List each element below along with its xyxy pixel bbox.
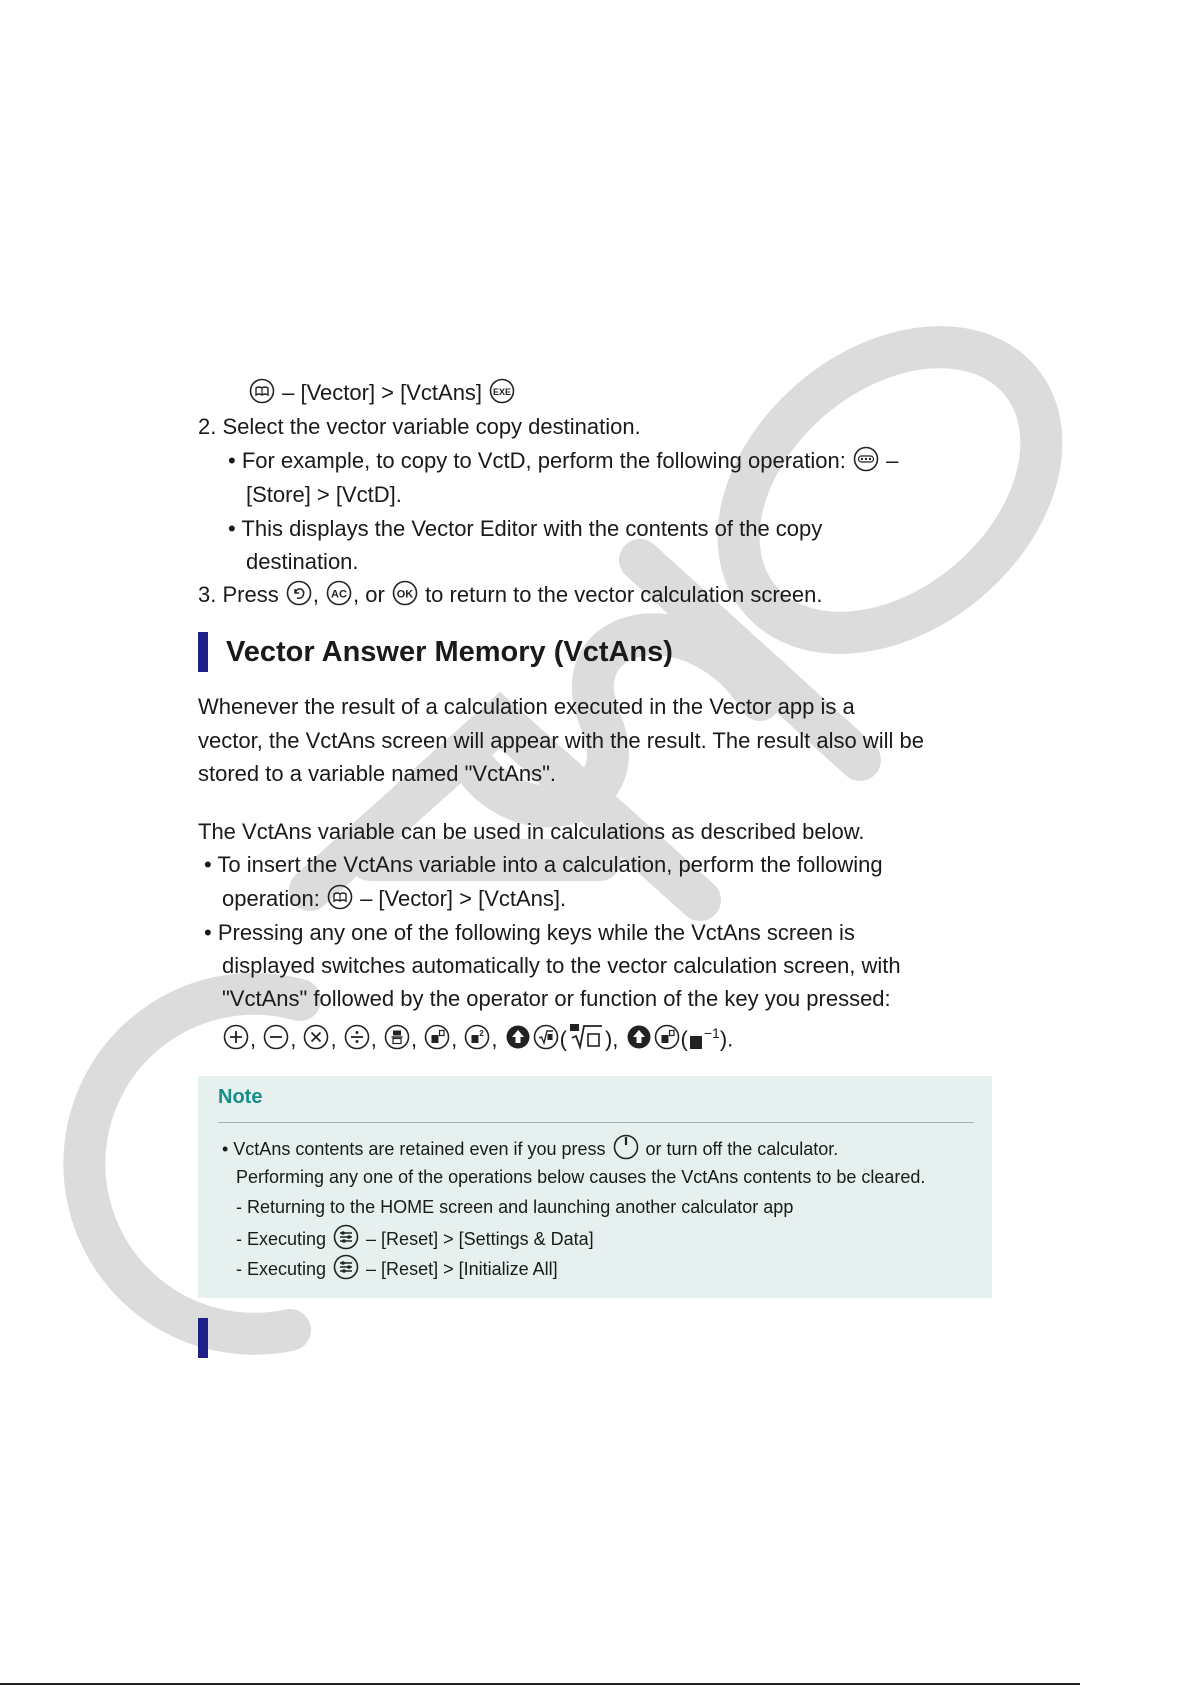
step3-text-2: ,	[312, 582, 326, 607]
note-line1-b: or turn off the calculator.	[640, 1139, 839, 1159]
ac-key-icon	[326, 580, 352, 614]
inverse-exponent: −1	[703, 1025, 720, 1041]
note-line5-a: - Executing	[236, 1259, 332, 1279]
svg-text:OK: OK	[396, 588, 414, 601]
sqrt-key-icon	[533, 1024, 559, 1058]
note-line1-a: • VctAns contents are retained even if you press	[222, 1139, 611, 1159]
note-line4	[236, 1224, 594, 1257]
ok-key-icon	[392, 580, 418, 614]
key-list	[222, 1018, 733, 1058]
bullet1-text-b: – [Vector] > [VctAns].	[353, 886, 567, 911]
separator: ,	[491, 1026, 504, 1052]
separator: ,	[451, 1026, 464, 1052]
bullet2-line1: • Pressing any one of the following keys while the VctAns screen is	[204, 920, 855, 945]
para1-line3: stored to a variable named "VctAns".	[198, 761, 557, 786]
para1-line1: Whenever the result of a calculation executed in the Vector app is a	[198, 694, 855, 719]
key-list-end: ).	[719, 1026, 734, 1052]
catalog-key-icon	[249, 378, 275, 412]
para1-line2: vector, the VctAns screen will appear with the result. The result also will be	[198, 728, 924, 753]
section-heading: Vector Answer Memory (VctAns)	[198, 632, 673, 672]
shift-key-icon	[505, 1024, 531, 1058]
exe-key-icon	[489, 378, 515, 412]
separator: ,	[410, 1026, 424, 1052]
separator: ,	[370, 1026, 383, 1052]
bullet1-text-a: operation:	[222, 886, 326, 911]
bullet1-line2	[222, 884, 566, 918]
fraction-key-icon	[384, 1024, 410, 1058]
bullet2-line3: "VctAns" followed by the operator or function of the key you pressed:	[222, 986, 891, 1011]
para2: The VctAns variable can be used in calculations as described below.	[198, 819, 865, 844]
square-key-icon	[464, 1024, 490, 1058]
power-key-icon	[654, 1024, 680, 1058]
step1-continuation	[248, 378, 516, 412]
svg-text:2: 2	[479, 1029, 485, 1039]
step2-bullet2-line2: destination.	[246, 549, 359, 574]
step1-text: – [Vector] > [VctAns]	[276, 380, 489, 405]
times-key-icon	[303, 1024, 329, 1058]
svg-text:EXE: EXE	[493, 387, 512, 397]
step3	[198, 580, 823, 614]
note-line1	[222, 1134, 838, 1167]
note-line5	[236, 1254, 558, 1287]
bullet1-line1: • To insert the VctAns variable into a calculation, perform the following	[204, 852, 883, 877]
step3-text-1: 3. Press	[198, 582, 285, 607]
settings-key-icon	[333, 1224, 359, 1257]
root-open-paren: (	[559, 1026, 567, 1052]
plus-key-icon	[223, 1024, 249, 1058]
shift-key-icon	[626, 1024, 652, 1058]
note-line2: Performing any one of the operations below causes the VctAns contents to be cleared.	[236, 1167, 926, 1187]
catalog-key-icon	[327, 884, 353, 918]
bullet2-line2: displayed switches automatically to the vector calculation screen, with	[222, 953, 901, 978]
minus-key-icon	[263, 1024, 289, 1058]
inverse-open-paren: (	[680, 1026, 688, 1052]
filled-square-icon	[689, 1028, 703, 1058]
note-line4-b: – [Reset] > [Settings & Data]	[361, 1229, 594, 1249]
power-off-key-icon	[613, 1134, 639, 1167]
settings-key-icon	[333, 1254, 359, 1287]
divide-key-icon	[344, 1024, 370, 1058]
power-key-icon	[424, 1024, 450, 1058]
step3-text-4: to return to the vector calculation screen.	[418, 582, 823, 607]
back-key-icon	[286, 580, 312, 614]
svg-text:AC: AC	[331, 588, 347, 601]
note-line4-a: - Executing	[236, 1229, 332, 1249]
root-close-paren: ),	[604, 1026, 619, 1052]
note-divider	[218, 1122, 974, 1123]
step2-bullet2: • This displays the Vector Editor with the contents of the copy	[228, 516, 823, 541]
nth-root-symbol-icon	[568, 1022, 604, 1058]
note-line5-b: – [Reset] > [Initialize All]	[361, 1259, 558, 1279]
watermark-letter-o	[683, 289, 1098, 691]
step2-bullet1-line2: [Store] > [VctD].	[246, 482, 402, 507]
separator: ,	[250, 1026, 263, 1052]
separator: ,	[290, 1026, 303, 1052]
note-title: Note	[218, 1086, 263, 1108]
tools-key-icon	[853, 446, 879, 480]
step2-bullet1-text: • For example, to copy to VctD, perform the following operation:	[228, 448, 852, 473]
step3-text-3: , or	[353, 582, 391, 607]
note-box	[198, 1076, 992, 1298]
separator: ,	[330, 1026, 343, 1052]
note-line3: - Returning to the HOME screen and launching another calculator app	[236, 1197, 794, 1217]
step2-bullet1-dash: –	[880, 448, 899, 473]
step2-text: 2. Select the vector variable copy destination.	[198, 414, 641, 439]
step2-bullet1	[228, 446, 898, 480]
next-section-heading-bar	[198, 1318, 208, 1358]
